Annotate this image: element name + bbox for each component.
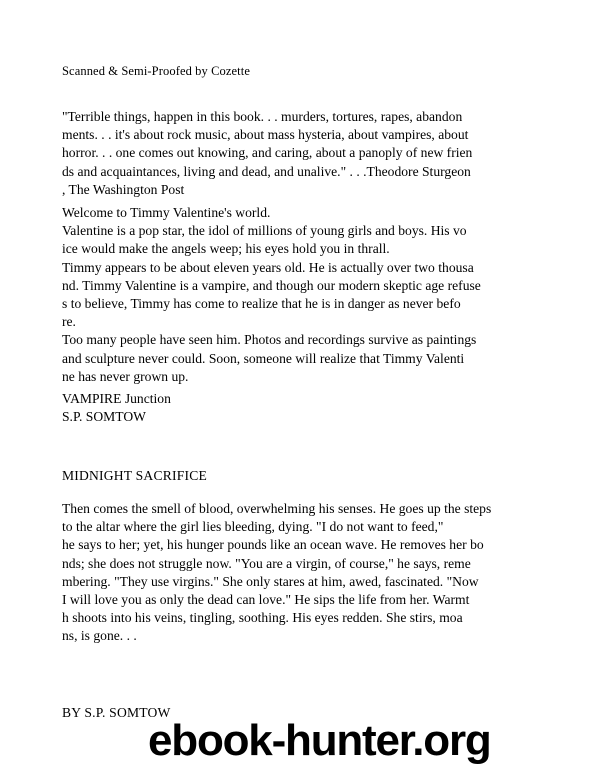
synopsis-line: Valentine is a pop star, the idol of millions of young girls and boys. His vo (62, 223, 467, 239)
book-synopsis (62, 204, 560, 386)
excerpt-line: h shoots into his veins, tingling, soothing. His eyes redden. She stirs, moa (62, 610, 463, 626)
synopsis-line: Welcome to Timmy Valentine's world. (62, 205, 271, 220)
watermark-text: ebook-hunter.org (148, 716, 491, 765)
blurb-line: , The Washington Post (62, 181, 185, 197)
synopsis-line: nd. Timmy Valentine is a vampire, and though our modern skeptic age refuse (62, 277, 481, 293)
synopsis-line: s to believe, Timmy has come to realize that he is in danger as never befo (62, 296, 461, 312)
blurb-line: ments. . . it's about rock music, about mass hysteria, about vampires, about (62, 127, 469, 143)
synopsis-line: re. (62, 314, 76, 330)
synopsis-line: and sculpture never could. Soon, someone will realize that Timmy Valenti (62, 350, 465, 366)
blurb-line: ds and acquaintances, living and dead, and unalive." . . .Theodore Sturgeon (62, 163, 471, 179)
synopsis-line: ice would make the angels weep; his eyes hold you in thrall. (62, 241, 390, 257)
section-heading: MIDNIGHT SACRIFICE (62, 468, 207, 483)
synopsis-line: ne has never grown up. (62, 368, 189, 384)
excerpt-line: ns, is gone. . . (62, 628, 137, 644)
byline: BY S.P. SOMTOW (62, 705, 171, 720)
review-blurb (62, 108, 560, 199)
book-excerpt (62, 500, 560, 646)
book-title: VAMPIRE Junction (62, 391, 171, 406)
synopsis-line: Too many people have seen him. Photos and recordings survive as paintings (62, 332, 477, 348)
synopsis-line: Timmy appears to be about eleven years old. He is actually over two thousa (62, 259, 474, 275)
excerpt-line: mbering. "They use virgins." She only stares at him, awed, fascinated. "Now (62, 573, 479, 589)
excerpt-line: I will love you as only the dead can love." He sips the life from her. Warmt (62, 592, 470, 608)
excerpt-line: Then comes the smell of blood, overwhelming his senses. He goes up the steps (62, 501, 492, 516)
excerpt-line: nds; she does not struggle now. "You are a virgin, of course," he says, reme (62, 555, 471, 571)
title-block (62, 390, 560, 426)
book-author: S.P. SOMTOW (62, 409, 146, 425)
excerpt-line: to the altar where the girl lies bleeding, dying. "I do not want to feed," (62, 519, 444, 535)
blurb-line: horror. . . one comes out knowing, and caring, about a panoply of new frien (62, 145, 473, 161)
excerpt-line: he says to her; yet, his hunger pounds like an ocean wave. He removes her bo (62, 537, 484, 553)
blurb-line: "Terrible things, happen in this book. . . murders, tortures, rapes, abandon (62, 109, 463, 124)
scan-credit-line: Scanned & Semi-Proofed by Cozette (62, 64, 250, 78)
